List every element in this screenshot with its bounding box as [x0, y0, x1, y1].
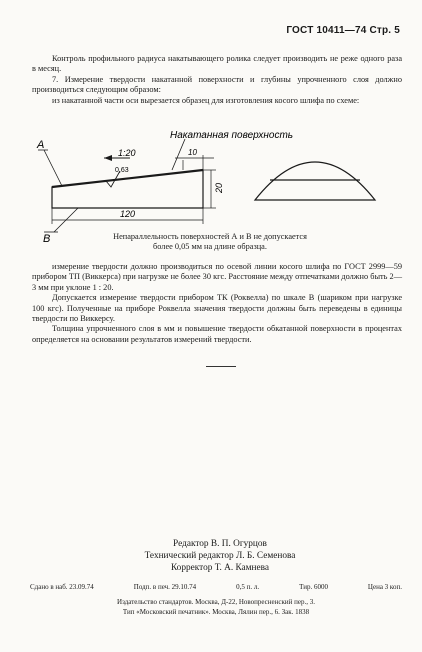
sample-outline [52, 170, 203, 208]
imprint-price: Цена 3 коп. [367, 583, 402, 591]
caption-line-2: более 0,05 мм на длине образца. [153, 242, 267, 252]
leader-a [44, 150, 62, 186]
paragraph-rockwell: Допускается измерение твердости прибором ТК (Роквелла) по шкале В (шариком при нагрузке 100 кгс). Полученные на приборе Роквелла значения твердости должны быть переведены в единицы твердости по Виккерсу. [32, 293, 402, 324]
imprint-printer: Тип «Московский печатник». Москва, Лялин пер., 6. Зак. 1838 [122, 608, 310, 616]
paragraph-roller-control: Контроль профильного радиуса накатывающего ролика следует производить не реже одного раза в месяц. [32, 54, 402, 74]
section-divider [206, 366, 236, 367]
imprint-footer [30, 582, 402, 618]
roughness-label: 0,63 [115, 167, 129, 174]
label-a: А [37, 139, 45, 151]
body-text-bottom [32, 262, 402, 345]
credit-tech-editor: Технический редактор Л. Б. Семенова [144, 551, 296, 561]
paragraph-vickers: измерение твердости должно производиться по осевой линии косого шлифа по ГОСТ 2999—59 прибором ТП (Виккерса) при нагрузке не более 30 кгс. Расстояние между отпечатками должно быть 2—3 мм при уклоне 1 : 20. [32, 262, 402, 292]
paragraph-layer-thickness: Толщина упрочненного слоя в мм и повышение твердости обкатанной поверхности в процентах определяется на основании результатов измерений твердости. [32, 324, 402, 344]
credit-editor: Редактор В. П. Огурцов [173, 539, 267, 549]
imprint-signed: Подп. в печ. 29.10.74 [133, 583, 197, 591]
imprint-sent: Сдано в наб. 23.09.74 [30, 583, 94, 591]
slope-label: 1:20 [118, 148, 136, 158]
figure-caption [60, 232, 360, 253]
cross-section-view [255, 162, 375, 200]
dim-top-label: 10 [188, 148, 197, 157]
imprint-row [30, 582, 402, 593]
imprint-print-run: Тир. 6000 [299, 583, 328, 591]
caption-line-1: Непараллельность поверхностей А и В не допускается [113, 232, 307, 241]
page-header: ГОСТ 10411—74 Стр. 5 [286, 25, 400, 36]
paragraph-sample-cut: из накатанной части оси вырезается образец для изготовления косого шлифа по схеме: [52, 95, 360, 105]
paragraph-item-7: 7. Измерение твердости накатанной поверхности и глубины упрочненного слоя должно производиться следующим образом: [32, 74, 402, 95]
imprint-sheets: 0,5 п. л. [236, 583, 260, 591]
label-b: В [43, 233, 51, 245]
credits-block [130, 538, 310, 574]
dim-height-label: 20 [214, 182, 224, 193]
credit-corrector: Корректор Т. А. Камнева [170, 563, 270, 573]
label-rolled-surface: Накатанная поверхность [170, 130, 294, 141]
dim-length-label: 120 [120, 209, 136, 219]
imprint-publisher: Издательство стандартов. Москва, Д-22, Новопресненский пер., 3. [117, 597, 315, 606]
